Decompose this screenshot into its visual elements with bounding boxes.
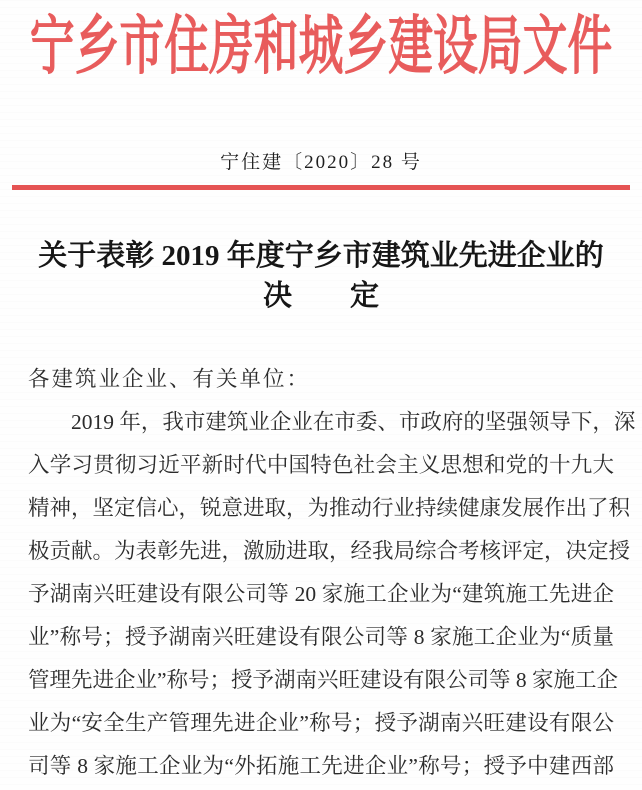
body-text-line: 极贡献。为表彰先进，激励进取，经我局综合考核评定，决定授	[28, 539, 631, 563]
body-text-line: 予湖南兴旺建设有限公司等 20 家施工企业为“建筑施工先进企	[28, 582, 614, 606]
issuing-agency-title: 宁乡市住房和城乡建设局文件	[29, 11, 613, 82]
document-title-line-1: 关于表彰 2019 年度宁乡市建筑业先进企业的	[38, 240, 604, 272]
body-text-line: 精神，坚定信心，锐意进取，为推动行业持续健康发展作出了积	[28, 496, 631, 520]
red-letterhead	[0, 6, 642, 88]
red-divider-line	[12, 185, 630, 190]
document-number: 宁住建〔2020〕28 号	[220, 152, 422, 173]
body-text-line: 司等 8 家施工企业为“外拓施工先进企业”称号；授予中建西部	[28, 754, 614, 778]
body-text-line: 2019 年，我市建筑业企业在市委、市政府的坚强领导下，深	[28, 410, 636, 434]
document-title	[0, 236, 642, 316]
document-body	[0, 358, 642, 788]
body-text-line: 业为“安全生产管理先进企业”称号；授予湖南兴旺建设有限公	[28, 711, 614, 735]
salutation-line: 各建筑业企业、有关单位：	[28, 367, 311, 391]
document-title-line-2: 决 定	[262, 280, 379, 312]
body-text-line: 入学习贯彻习近平新时代中国特色社会主义思想和党的十九大	[28, 453, 614, 477]
body-text-line: 管理先进企业”称号；授予湖南兴旺建设有限公司等 8 家施工企	[28, 668, 619, 692]
body-text-line: 业”称号；授予湖南兴旺建设有限公司等 8 家施工企业为“质量	[28, 625, 614, 649]
